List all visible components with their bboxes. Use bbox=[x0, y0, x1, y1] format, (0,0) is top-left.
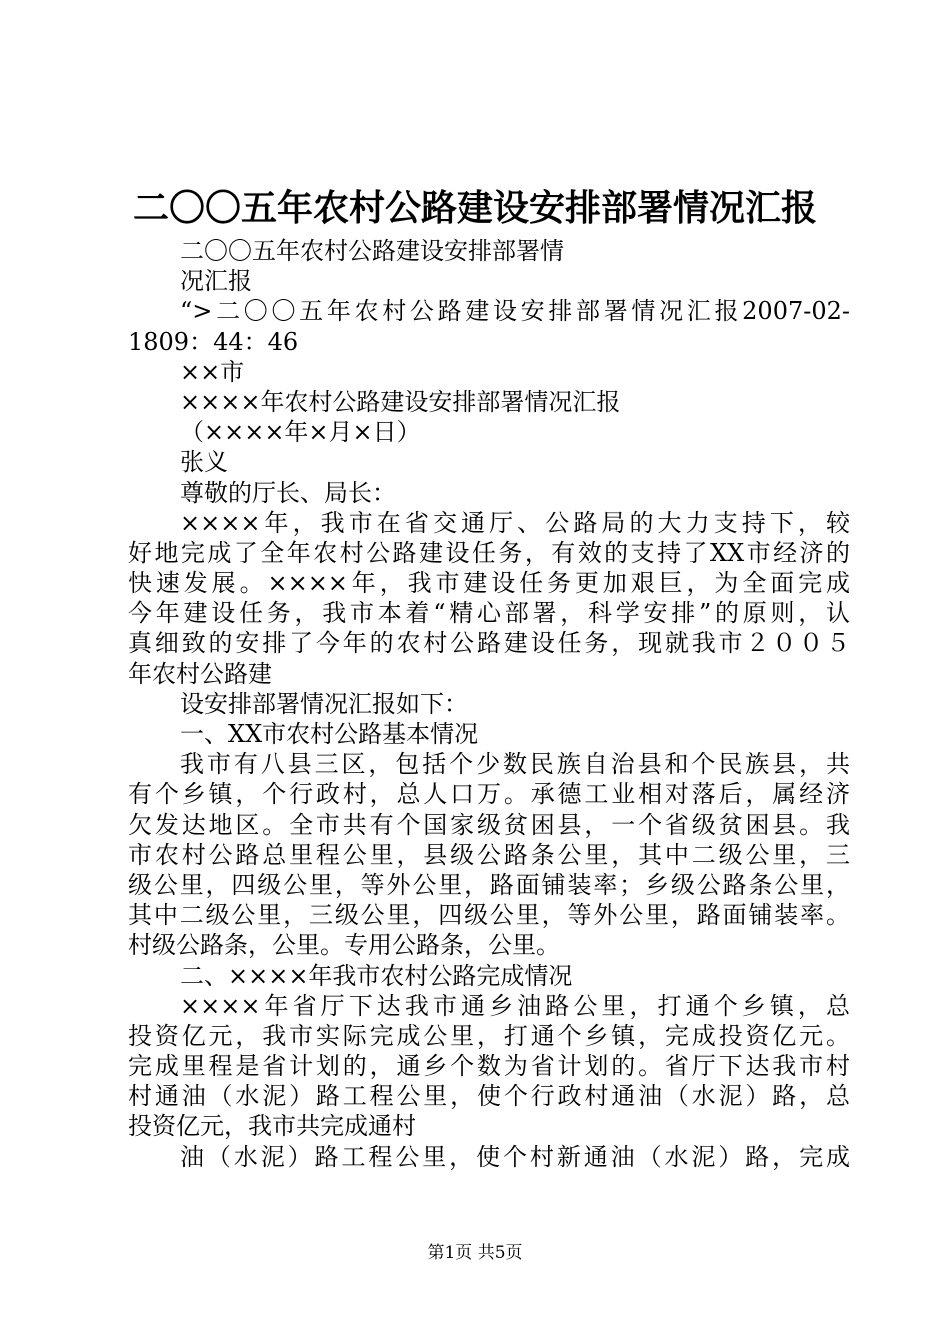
text-line: 我市有八县三区，包括个少数民族自治县和个民族县，共 bbox=[180, 750, 850, 779]
text-line: 级公里，四级公里，等外公里，路面铺装率；乡级公路条公里， bbox=[128, 870, 850, 899]
document-title: 二〇〇五年农村公路建设安排部署情况汇报 bbox=[132, 187, 817, 229]
text-line: 其中二级公里，三级公里，四级公里，等外公里，路面铺装率。 bbox=[128, 901, 850, 930]
text-line: 张义 bbox=[180, 448, 228, 477]
text-line: 油（水泥）路工程公里，使个村新通油（水泥）路，完成 bbox=[180, 1142, 850, 1171]
text-line: ××××年省厅下达我市通乡油路公里，打通个乡镇，总 bbox=[180, 991, 850, 1020]
text-line: 市农村公路总里程公里，县级公路条公里，其中二级公里，三 bbox=[128, 840, 850, 869]
text-line: 一、XX市农村公路基本情况 bbox=[180, 720, 479, 748]
page-footer: 第1页 共5页 bbox=[427, 1243, 523, 1263]
text-line: 村级公路条，公里。专用公路条，公里。 bbox=[128, 931, 560, 960]
text-line: ××市 bbox=[180, 357, 245, 386]
text-line: 村通油（水泥）路工程公里，使个行政村通油（水泥）路，总 bbox=[128, 1082, 850, 1111]
text-line: ××××年农村公路建设安排部署情况汇报 bbox=[180, 387, 621, 416]
text-line: 投资亿元，我市共完成通村 bbox=[128, 1112, 416, 1141]
text-line: 年农村公路建 bbox=[128, 659, 272, 688]
text-line: 设安排部署情况汇报如下： bbox=[180, 689, 468, 718]
text-line: ××××年，我市在省交通厅、公路局的大力支持下，较 bbox=[180, 508, 850, 537]
text-line: 二、××××年我市农村公路完成情况 bbox=[180, 961, 573, 990]
text-line: （××××年×月×日） bbox=[180, 418, 421, 447]
text-line: 投资亿元，我市实际完成公里，打通个乡镇，完成投资亿元。 bbox=[128, 1021, 850, 1050]
text-line: 好地完成了全年农村公路建设任务，有效的支持了XX市经济的 bbox=[128, 538, 850, 567]
text-line: 快速发展。××××年，我市建设任务更加艰巨，为全面完成 bbox=[128, 569, 850, 598]
text-line: 二〇〇五年农村公路建设安排部署情 bbox=[180, 237, 564, 265]
text-line: 有个乡镇，个行政村，总人口万。承德工业相对落后，属经济 bbox=[128, 780, 850, 809]
text-line: “>二〇〇五年农村公路建设安排部署情况汇报2007-02- bbox=[180, 297, 850, 326]
text-line: 真细致的安排了今年的农村公路建设任务，现就我市２００５ bbox=[128, 629, 850, 658]
text-line: 完成里程是省计划的，通乡个数为省计划的。省厅下达我市村 bbox=[128, 1052, 850, 1081]
text-line: 1809：44：46 bbox=[128, 327, 299, 356]
document-body bbox=[128, 236, 850, 1172]
text-line: 今年建设任务，我市本着“精心部署，科学安排”的原则，认 bbox=[128, 599, 850, 628]
text-line: 欠发达地区。全市共有个国家级贫困县，一个省级贫困县。我 bbox=[128, 810, 850, 839]
text-line: 尊敬的厅长、局长： bbox=[180, 478, 396, 507]
text-line: 况汇报 bbox=[180, 267, 252, 296]
